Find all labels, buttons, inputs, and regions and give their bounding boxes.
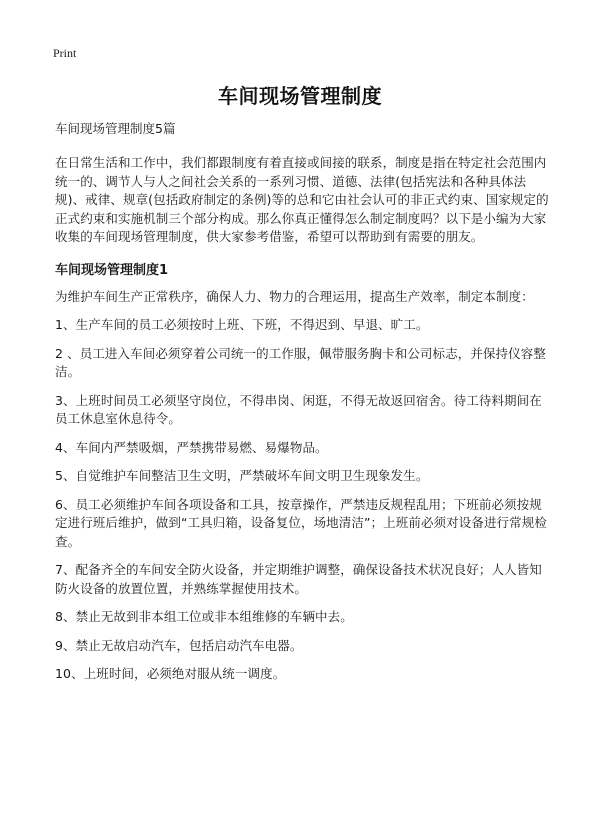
intro-paragraph: 在日常生活和工作中，我们都跟制度有着直接或间接的联系，制度是指在特定社会范围内统一的、调节人与人之间社会关系的一系列习惯、道德、法律(包括宪法和各种具体法规)、戒律、规章(包括政府制定的条例)等的总和它由社会认可的非正式约束、国家规定的正式约束和实施机制三个部分构成。那么你真正懂得怎么制定制度吗？以下是小编为大家收集的车间现场管理制度，供大家参考借鉴，希望可以帮助到有需要的朋友。 [55, 155, 549, 244]
print-link[interactable]: Print [53, 46, 77, 60]
rule-item: 5、自觉维护车间整洁卫生文明，严禁破坏车间文明卫生现象发生。 [55, 468, 429, 483]
rule-item: 2 、员工进入车间必须穿着公司统一的工作服，佩带服务胸卡和公司标志，并保持仪容整洁。 [55, 345, 546, 379]
rule-item: 7、配备齐全的车间安全防火设备，并定期维护调整，确保设备技术状况良好；人人皆知防火设备的放置位置，并熟练掌握使用技术。 [55, 562, 542, 596]
paragraph: 为维护车间生产正常秩序，确保人力、物力的合理运用，提高生产效率，制定本制度： [55, 288, 534, 304]
document-subtitle: 车间现场管理制度5篇 [55, 121, 176, 136]
document-body [55, 120, 553, 694]
rule-item: 6、员工必须维护车间各项设备和工具，按章操作，严禁违反规程乱用；下班前必须按规定进行班后维护，做到“工具归箱，设备复位，场地清洁”；上班前必须对设备进行常规检查。 [55, 496, 547, 549]
section-heading: 车间现场管理制度1 [55, 262, 169, 278]
document-title: 车间现场管理制度 [218, 84, 382, 108]
rule-item: 4、车间内严禁吸烟，严禁携带易燃、易爆物品。 [55, 439, 328, 455]
rule-item: 3、上班时间员工必须坚守岗位，不得串岗、闲逛，不得无故返回宿舍。待工待料期间在员工休息室休息待令。 [55, 392, 542, 426]
rule-item: 8、禁止无故到非本组工位或非本组维修的车辆中去。 [55, 609, 353, 624]
rule-item: 1、生产车间的员工必须按时上班、下班，不得迟到、早退、旷工。 [55, 317, 429, 332]
rule-item: 10、上班时间，必须绝对服从统一调度。 [55, 666, 286, 681]
rule-item: 9、禁止无故启动汽车，包括启动汽车电器。 [55, 637, 303, 653]
